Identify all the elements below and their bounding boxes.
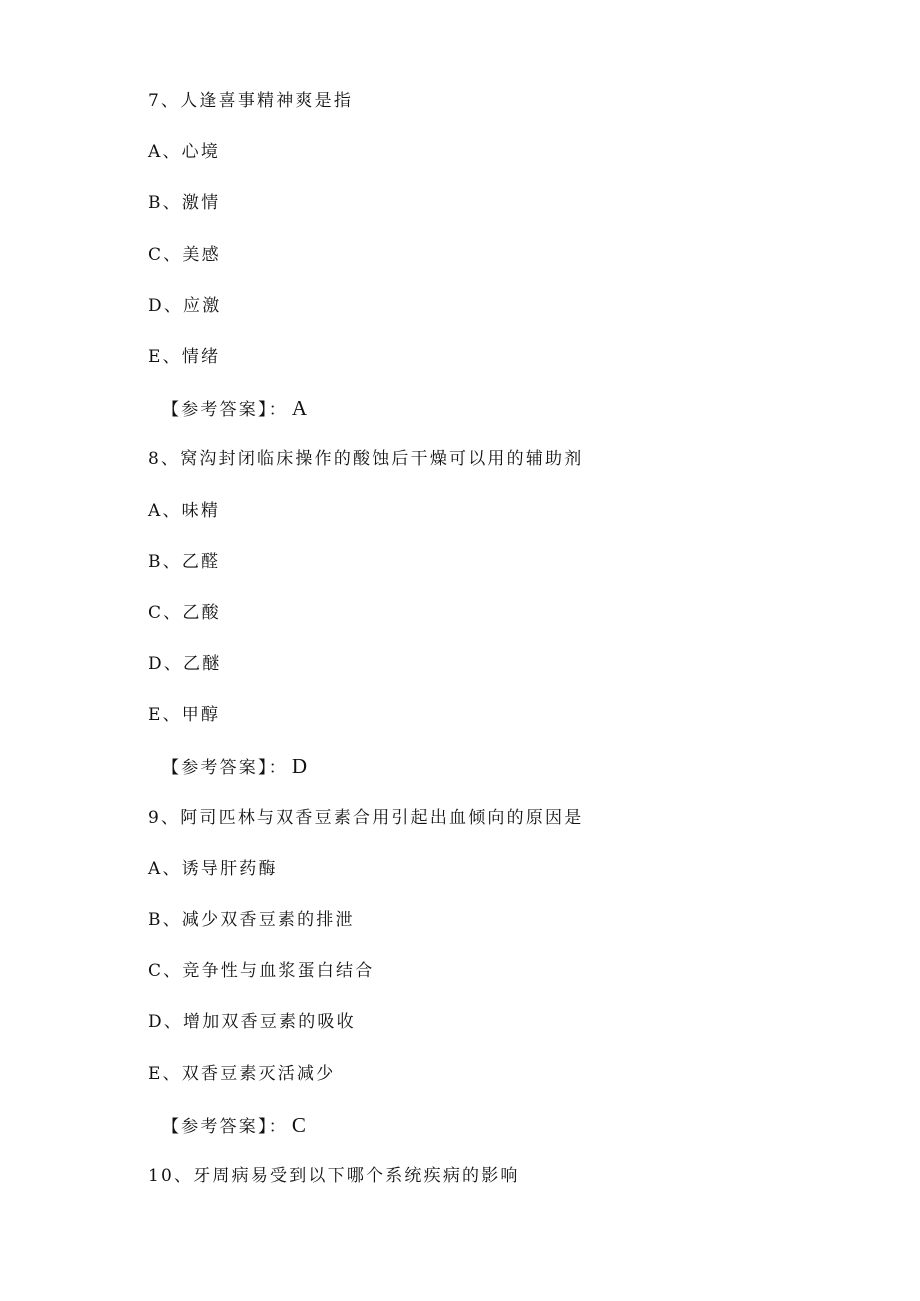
answer-value: D bbox=[291, 754, 308, 779]
answer-option: A、诱导肝药酶 bbox=[148, 858, 278, 879]
answer-value: C bbox=[291, 1112, 306, 1137]
answer-option: A、味精 bbox=[148, 500, 221, 521]
question-stem: 8、窝沟封闭临床操作的酸蚀后干燥可以用的辅助剂 bbox=[148, 449, 584, 470]
answer-option: A、心境 bbox=[148, 142, 221, 163]
answer-option: D、应激 bbox=[148, 295, 222, 316]
answer-option: D、增加双香豆素的吸收 bbox=[148, 1012, 356, 1033]
answer-option: C、竞争性与血浆蛋白结合 bbox=[148, 961, 375, 982]
answer-option: E、双香豆素灭活减少 bbox=[148, 1063, 336, 1084]
answer-option: B、减少双香豆素的排泄 bbox=[148, 910, 355, 930]
answer-option: E、甲醇 bbox=[148, 705, 221, 726]
answer-option: C、乙酸 bbox=[148, 602, 221, 623]
reference-answer bbox=[148, 383, 848, 434]
answer-label: 【参考答案】： bbox=[162, 758, 288, 779]
answer-label: 【参考答案】： bbox=[162, 1116, 288, 1137]
document-body bbox=[148, 76, 848, 1202]
answer-option: D、乙醚 bbox=[148, 654, 222, 675]
answer-label: 【参考答案】： bbox=[162, 400, 288, 421]
answer-option: C、美感 bbox=[148, 244, 221, 265]
answer-option: E、情绪 bbox=[148, 346, 221, 367]
answer-value: A bbox=[291, 396, 308, 421]
question-stem: 10、牙周病易受到以下哪个系统疾病的影响 bbox=[148, 1165, 520, 1186]
reference-answer bbox=[148, 1100, 848, 1151]
reference-answer bbox=[148, 741, 848, 792]
answer-option: B、激情 bbox=[148, 193, 221, 214]
answer-option: B、乙醛 bbox=[148, 551, 221, 572]
question-stem: 9、阿司匹林与双香豆素合用引起出血倾向的原因是 bbox=[148, 807, 584, 828]
question-stem: 7、人逢喜事精神爽是指 bbox=[148, 91, 354, 111]
